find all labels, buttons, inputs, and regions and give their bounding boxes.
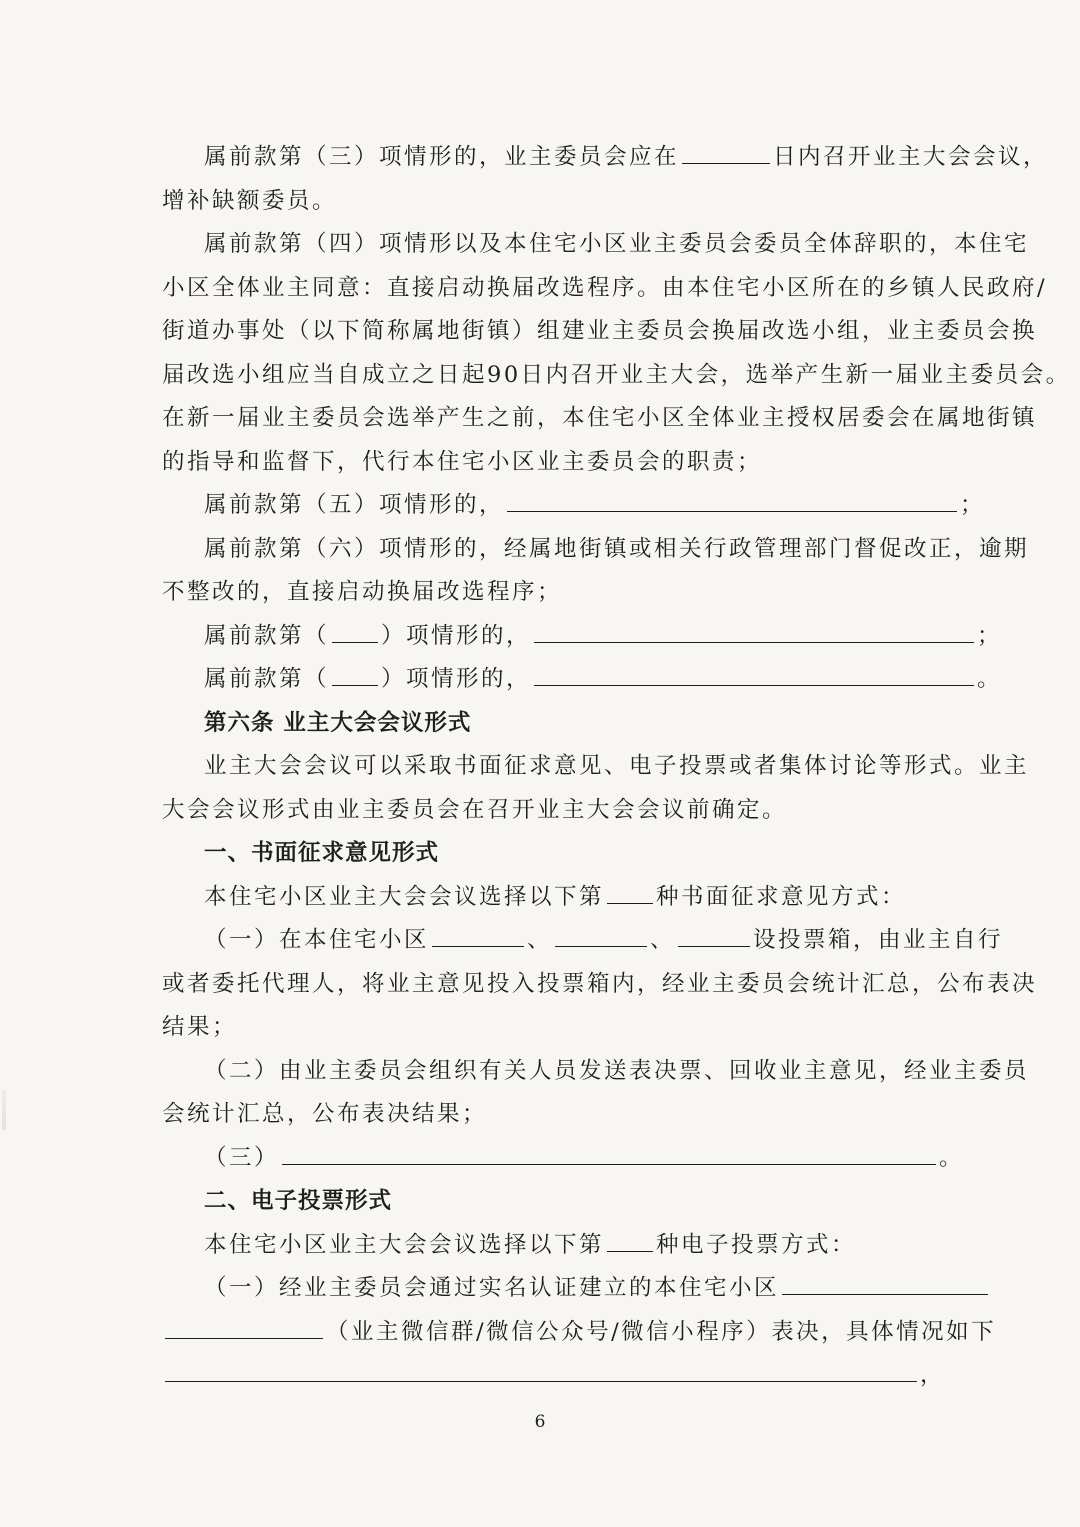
section-heading — [162, 832, 932, 876]
text-segment: 种电子投票方式： — [656, 1231, 857, 1258]
text-segment: 会统计汇总，公布表决结果； — [162, 1101, 488, 1127]
text-line — [162, 1137, 965, 1181]
text-segment: 。 — [977, 666, 1003, 692]
text-line — [162, 484, 986, 528]
text-line — [162, 1050, 1030, 1094]
fill-in-blank — [682, 137, 770, 164]
fill-in-blank — [534, 659, 974, 686]
document-body — [162, 136, 1071, 1398]
text-segment: 小区全体业主同意：直接启动换届改选程序。由本住宅小区所在的乡镇人民政府/ — [162, 274, 1048, 301]
text-segment: （一）在本住宅小区 — [204, 927, 430, 953]
text-segment: 属前款第（三）项情形的，业主委员会应在 — [204, 144, 680, 170]
fill-in-blank — [555, 920, 647, 947]
text-line — [162, 354, 1071, 398]
scan-edge-mark — [2, 1090, 6, 1130]
text-segment: 日内召开业主大会会议， — [773, 144, 1049, 170]
text-segment: 属前款第（四）项情形以及本住宅小区业主委员会委员全体辞职的，本住宅 — [204, 231, 1030, 257]
text-segment: 、 — [527, 927, 553, 953]
text-line — [162, 136, 1049, 180]
fill-in-blank — [332, 616, 378, 643]
text-segment: （一）经业主委员会通过实名认证建立的本住宅小区 — [204, 1275, 780, 1301]
fill-in-blank — [282, 1138, 936, 1165]
text-segment: 一、书面征求意见形式 — [204, 840, 440, 866]
text-line — [162, 267, 1048, 311]
fill-in-blank — [534, 616, 974, 643]
text-segment: ， — [920, 1362, 946, 1388]
text-line — [162, 310, 1038, 354]
text-segment: 的指导和监督下，代行本住宅小区业主委员会的职责； — [162, 448, 763, 475]
text-line — [162, 1224, 932, 1268]
text-segment: ； — [960, 492, 986, 518]
text-line — [162, 180, 932, 224]
text-line — [162, 1267, 932, 1311]
text-line — [162, 658, 1003, 702]
text-segment: 设投票箱，由业主自行 — [753, 927, 1004, 953]
text-line — [162, 1311, 997, 1355]
text-segment: 不整改的，直接启动换届改选程序； — [162, 579, 563, 605]
text-line — [162, 615, 1003, 659]
text-segment: 届改选小组应当自成立之日起90日内召开业主大会，选举产生新一届业主委员会。 — [162, 361, 1071, 388]
text-segment: ）项情形的， — [381, 666, 532, 692]
fill-in-blank — [165, 1355, 917, 1382]
fill-in-blank — [782, 1268, 988, 1295]
text-line — [162, 745, 1030, 789]
fill-in-blank — [332, 659, 378, 686]
text-segment: 属前款第（六）项情形的，经属地街镇或相关行政管理部门督促改正，逾期 — [204, 535, 1030, 562]
text-segment: （二）由业主委员会组织有关人员发送表决票、回收业主意见，经业主委员 — [204, 1057, 1030, 1084]
text-segment: 。 — [939, 1144, 965, 1171]
text-line — [162, 876, 932, 920]
text-segment: 增补缺额委员。 — [162, 187, 338, 214]
text-segment: 本住宅小区业主大会会议选择以下第 — [204, 1231, 605, 1258]
text-segment: ； — [977, 622, 1003, 649]
text-line — [162, 963, 1038, 1007]
text-line — [162, 789, 932, 833]
fill-in-blank — [165, 1312, 323, 1339]
text-line — [162, 397, 1038, 441]
fill-in-blank — [607, 877, 653, 904]
text-line — [162, 1093, 932, 1137]
text-segment: 业主大会会议可以采取书面征求意见、电子投票或者集体讨论等形式。业主 — [204, 753, 1030, 779]
text-line — [162, 528, 1030, 572]
text-segment: 大会会议形式由业主委员会在召开业主大会会议前确定。 — [162, 796, 788, 823]
text-segment: 在新一届业主委员会选举产生之前，本住宅小区全体业主授权居委会在属地街镇 — [162, 405, 1038, 431]
fill-in-blank — [507, 485, 957, 512]
text-segment: 第六条 业主大会会议形式 — [204, 709, 472, 736]
text-line — [162, 441, 932, 485]
text-line — [162, 1354, 946, 1398]
text-segment: 结果； — [162, 1014, 238, 1040]
text-segment: 本住宅小区业主大会会议选择以下第 — [204, 883, 605, 910]
text-line — [162, 1006, 932, 1050]
fill-in-blank — [432, 920, 524, 947]
text-line — [162, 223, 1030, 267]
text-line — [162, 919, 1004, 963]
text-segment: 种书面征求意见方式： — [656, 883, 907, 910]
text-segment: 属前款第（ — [204, 622, 330, 649]
text-segment: 街道办事处（以下简称属地街镇）组建业主委员会换届改选小组，业主委员会换 — [162, 318, 1038, 344]
section-heading — [162, 702, 932, 746]
fill-in-blank — [607, 1225, 653, 1252]
text-line — [162, 571, 932, 615]
text-segment: 二、电子投票形式 — [204, 1188, 393, 1214]
fill-in-blank — [678, 920, 750, 947]
section-heading — [162, 1180, 932, 1224]
text-segment: 或者委托代理人，将业主意见投入投票箱内，经业主委员会统计汇总，公布表决 — [162, 970, 1038, 997]
text-segment: （三） — [204, 1144, 280, 1171]
text-segment: 属前款第（ — [204, 666, 330, 692]
text-segment: （业主微信群/微信公众号/微信小程序）表决，具体情况如下 — [326, 1318, 997, 1345]
text-segment: 、 — [650, 927, 676, 953]
page-number: 6 — [534, 1412, 546, 1432]
text-segment: 属前款第（五）项情形的， — [204, 492, 505, 518]
text-segment: ）项情形的， — [381, 622, 532, 649]
